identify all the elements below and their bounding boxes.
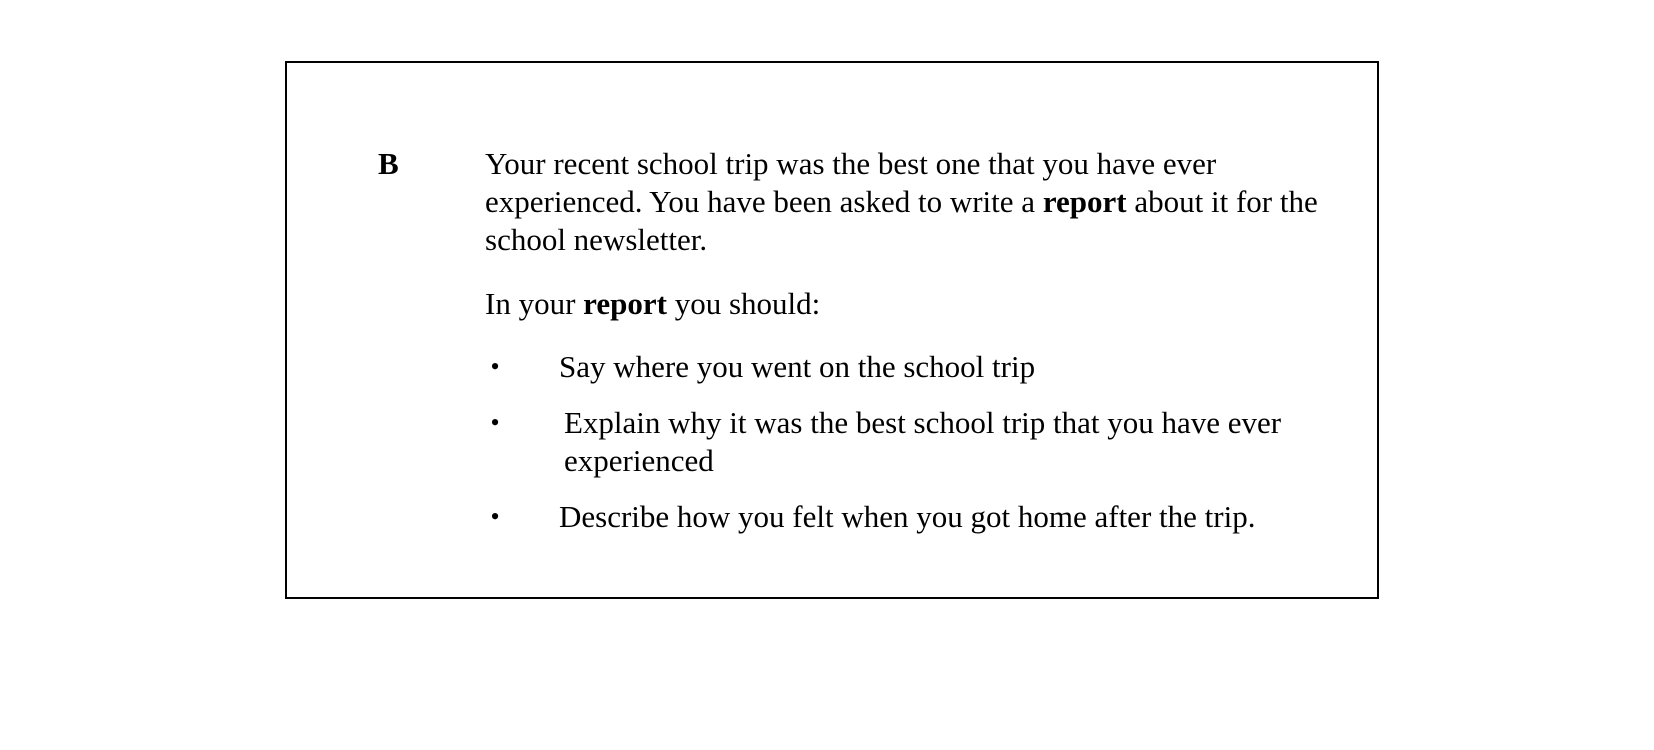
task-intro: [485, 145, 1365, 259]
task-box: [285, 61, 1379, 599]
bullet-text: Say where you went on the school trip: [559, 349, 1036, 384]
bullet-icon: •: [490, 408, 500, 437]
task-letter: B: [378, 146, 399, 181]
bullet-icon: •: [490, 502, 500, 531]
bullet-icon: •: [490, 352, 500, 381]
instruction-bold-keyword: report: [583, 286, 667, 321]
instruction-text-start: In your: [485, 286, 584, 321]
task-content: [485, 145, 1365, 554]
instruction-text-end: you should:: [666, 286, 821, 321]
intro-bold-keyword: report: [1042, 184, 1127, 219]
bullet-text: Describe how you felt when you got home after the trip.: [559, 499, 1256, 534]
bullet-item: [485, 404, 1365, 480]
task-instruction: [485, 285, 1365, 323]
bullet-item: [485, 348, 1365, 386]
bullet-item: [485, 498, 1365, 536]
bullet-text: Explain why it was the best school trip that you have ever experienced: [564, 405, 1282, 478]
intro-text-start: Your recent school trip was the best one that you have ever experienced. You have been asked to write a: [485, 146, 1217, 219]
intro-text-end: about it for the school newsletter.: [485, 184, 1318, 257]
bullet-list: [485, 348, 1365, 536]
